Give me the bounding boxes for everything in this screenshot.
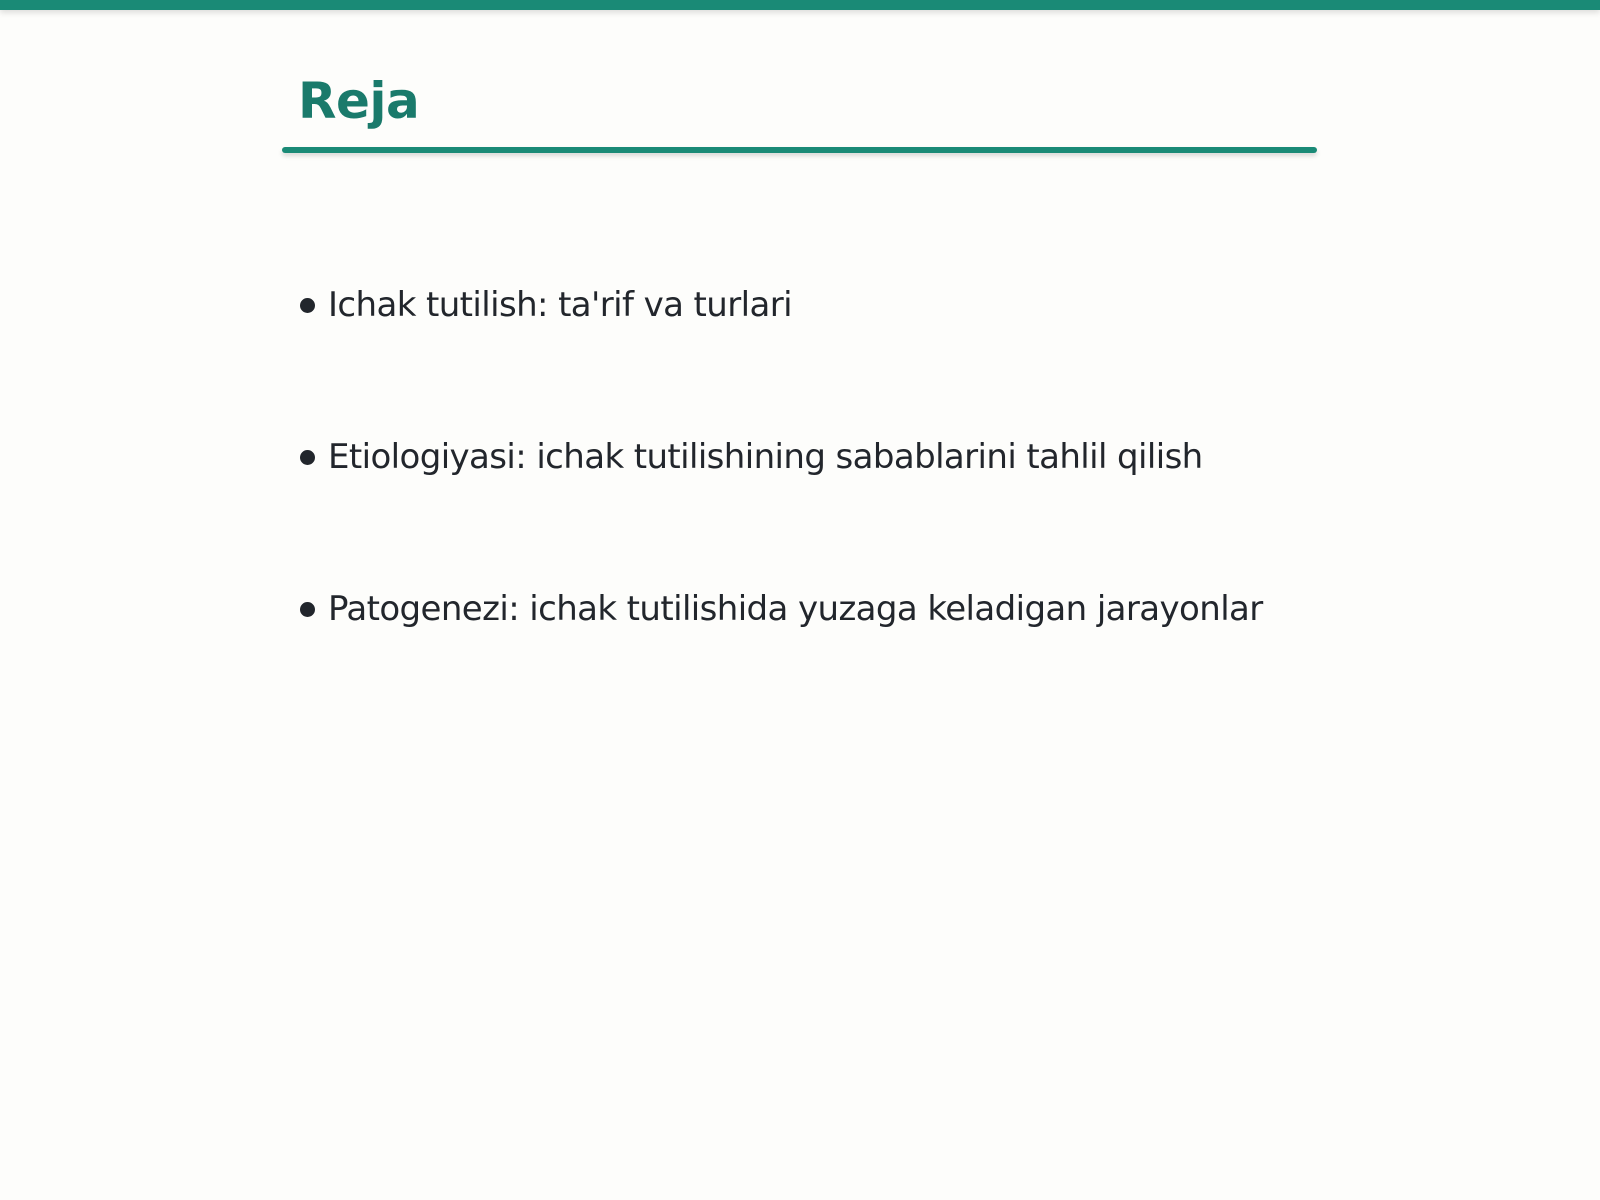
bullet-text: Ichak tutilish: ta'rif va turlari [328,285,792,325]
list-item [300,579,1320,731]
bullet-icon [300,298,315,313]
list-item [300,427,1320,579]
title-underline [282,147,1317,153]
bullet-icon [300,602,315,617]
slide-title: Reja [298,72,420,130]
top-accent-bar [0,0,1600,10]
list-item [300,275,1320,427]
bullet-icon [300,450,315,465]
bullet-text: Etiologiyasi: ichak tutilishining sabablarini tahlil qilish [328,437,1203,477]
bullet-list [300,275,1320,731]
bullet-text: Patogenezi: ichak tutilishida yuzaga keladigan jarayonlar [328,589,1263,629]
